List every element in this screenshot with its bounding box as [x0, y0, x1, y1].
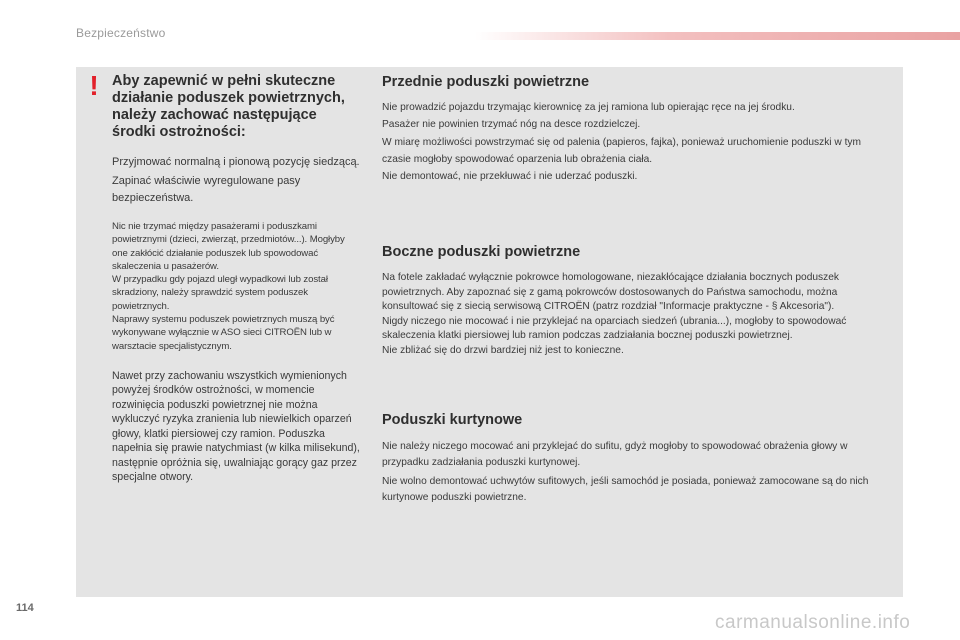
warning-extra-text: Nawet przy zachowaniu wszystkich wymienionych powyżej środków ostrożności, w momencie rozwinięcia poduszki powietrznej nie można wykluczyć ryzyka zranienia lub niewielkich oparzeń głowy, klatki piersiowej czy ramion. Poduszka napełnia się prawie natychmiast (w kilka milisekund), następnie opróżnia się, uwalniając gorący gaz przez specjalne otwory. [112, 369, 360, 484]
section-paragraph: Nie należy niczego mocować ani przyklejać do sufitu, gdyż mogłoby to spowodować obrażenia głowy w przypadku zadziałania poduszki kurtynowej. [382, 441, 848, 469]
chapter-title: Bezpieczeństwo [76, 26, 166, 40]
section-title: Poduszki kurtynowe [382, 412, 523, 428]
section-title: Przednie poduszki powietrzne [382, 74, 590, 90]
warning-heading: Aby zapewnić w pełni skuteczne działanie poduszek powietrznych, należy zachować następujące środki ostrożności: [112, 73, 345, 140]
section-paragraph: W miarę możliwości powstrzymać się od palenia (papieros, fajka), ponieważ uruchomienie poduszki w tym czasie mogłoby spowodować oparzenia lub obrażenia ciała. [382, 137, 862, 165]
warning-extra [112, 369, 360, 485]
warning-intro-line: Zapinać właściwie wyregulowane pasy bezpieczeństwa. [112, 175, 301, 204]
warning-column [112, 73, 360, 485]
section-paragraph: Nie demontować, nie przekłuwać i nie uderzać poduszki. [382, 171, 638, 182]
section-side-airbags [382, 244, 890, 412]
page-number: 114 [16, 602, 34, 614]
section-paragraph: Nigdy niczego nie mocować i nie przyklejać na oparciach siedzeń (ubrania...), mogłoby to spowodować skaleczenia klatki piersiowej lub ramion podczas zadziałania bocznej poduszki powietrznej. [382, 315, 847, 341]
warning-intro-line: Przyjmować normalną i pionową pozycję siedzącą. [112, 156, 360, 168]
warning-detail: Nic nie trzymać między pasażerami i poduszkami powietrznymi (dzieci, zwierząt, przedmiotów...). Mogłyby one zakłócić działanie poduszek lub spowodować skaleczenia u pasażerów. [112, 221, 345, 272]
section-title: Boczne poduszki powietrzne [382, 244, 581, 260]
section-paragraph: Nie zbliżać się do drzwi bardziej niż jest to konieczne. [382, 344, 624, 356]
warning-intro [112, 154, 360, 207]
header-accent-bar [475, 32, 960, 40]
section-paragraph: Na fotele zakładać wyłącznie pokrowce homologowane, niezakłócające działania bocznych poduszek powietrznych. Aby zapoznać się z gamą pokrowców dostosowanych do Państwa samochodu, można konsultować się z siecią serwisową CITROËN (patrz rozdział "Informacje praktyczne - § Akcesoria"). [382, 272, 840, 312]
warning-details [112, 220, 360, 353]
section-paragraph: Nie wolno demontować uchwytów sufitowych, jeśli samochód je posiada, ponieważ zamocowane są do nich kurtynowe poduszki powietrzne. [382, 475, 869, 503]
watermark: carmanualsonline.info [715, 612, 911, 633]
warning-detail: Naprawy systemu poduszek powietrznych muszą być wykonywane wyłącznie w ASO sieci CITROËN lub w warsztacie specjalistycznym. [112, 314, 335, 352]
section-paragraph: Pasażer nie powinien trzymać nóg na desce rozdzielczej. [382, 118, 641, 130]
exclamation-icon: ! [89, 70, 99, 101]
section-front-airbags [382, 74, 890, 244]
warning-detail: W przypadku gdy pojazd uległ wypadkowi lub został skradziony, należy sprawdzić system poduszek powietrznych. [112, 274, 328, 312]
section-curtain-airbags [382, 412, 890, 506]
sections-column [382, 74, 890, 506]
section-paragraph: Nie prowadzić pojazdu trzymając kierownicę za jej ramiona lub opierając ręce na jej środku. [382, 102, 795, 113]
